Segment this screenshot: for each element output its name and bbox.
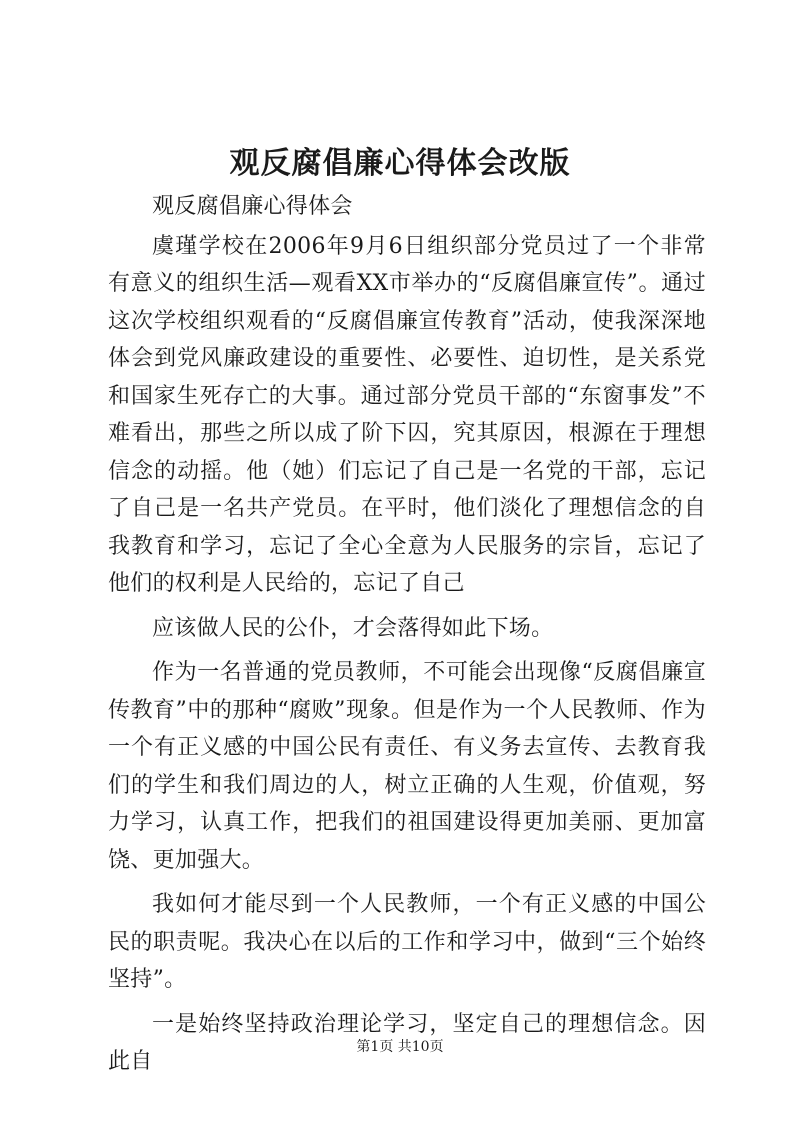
paragraph-1: 虞瑾学校在2006年9月6日组织部分党员过了一个非常有意义的组织生活—观看XX市举办的“反腐倡廉宣传”。通过这次学校组织观看的“反腐倡廉宣传教育”活动，使我深深地体会到党风廉政建设的重要性、必要性、迫切性，是关系党和国家生死存亡的大事。通过部分党员干部的“东窗事发”不难看出，那些之所以成了阶下囚，究其原因，根源在于理想信念的动摇。他（她）们忘记了自己是一名党的干部，忘记了自己是一名共产党员。在平时，他们淡化了理想信念的自我教育和学习，忘记了全心全意为人民服务的宗旨，忘记了他们的权利是人民给的，忘记了自己 (108, 233, 706, 596)
paragraph-5: 一是始终坚持政治理论学习，坚定自己的理想信念。因此自 (108, 1011, 706, 1074)
paragraph-3: 作为一名普通的党员教师，不可能会出现像“反腐倡廉宣传教育”中的那种“腐败”现象。但是作为一个人民教师、作为一个有正义感的中国公民有责任、有义务去宣传、去教育我们的学生和我们周边的人，树立正确的人生观，价值观，努力学习，认真工作，把我们的祖国建设得更加美丽、更加富饶、更加强大。 (108, 660, 706, 873)
paragraph-4: 我如何才能尽到一个人民教师，一个有正义感的中国公民的职责呢。我决心在以后的工作和学习中，做到“三个始终坚持”。 (108, 892, 706, 992)
document-body (108, 188, 706, 1088)
paragraph-subtitle: 观反腐倡廉心得体会 (152, 194, 353, 219)
page-number-footer: 第1页 共10页 (356, 1039, 444, 1055)
paragraph-2: 应该做人民的公仆，才会落得如此下场。 (152, 615, 554, 641)
document-title: 观反腐倡廉心得体会改版 (229, 146, 571, 181)
